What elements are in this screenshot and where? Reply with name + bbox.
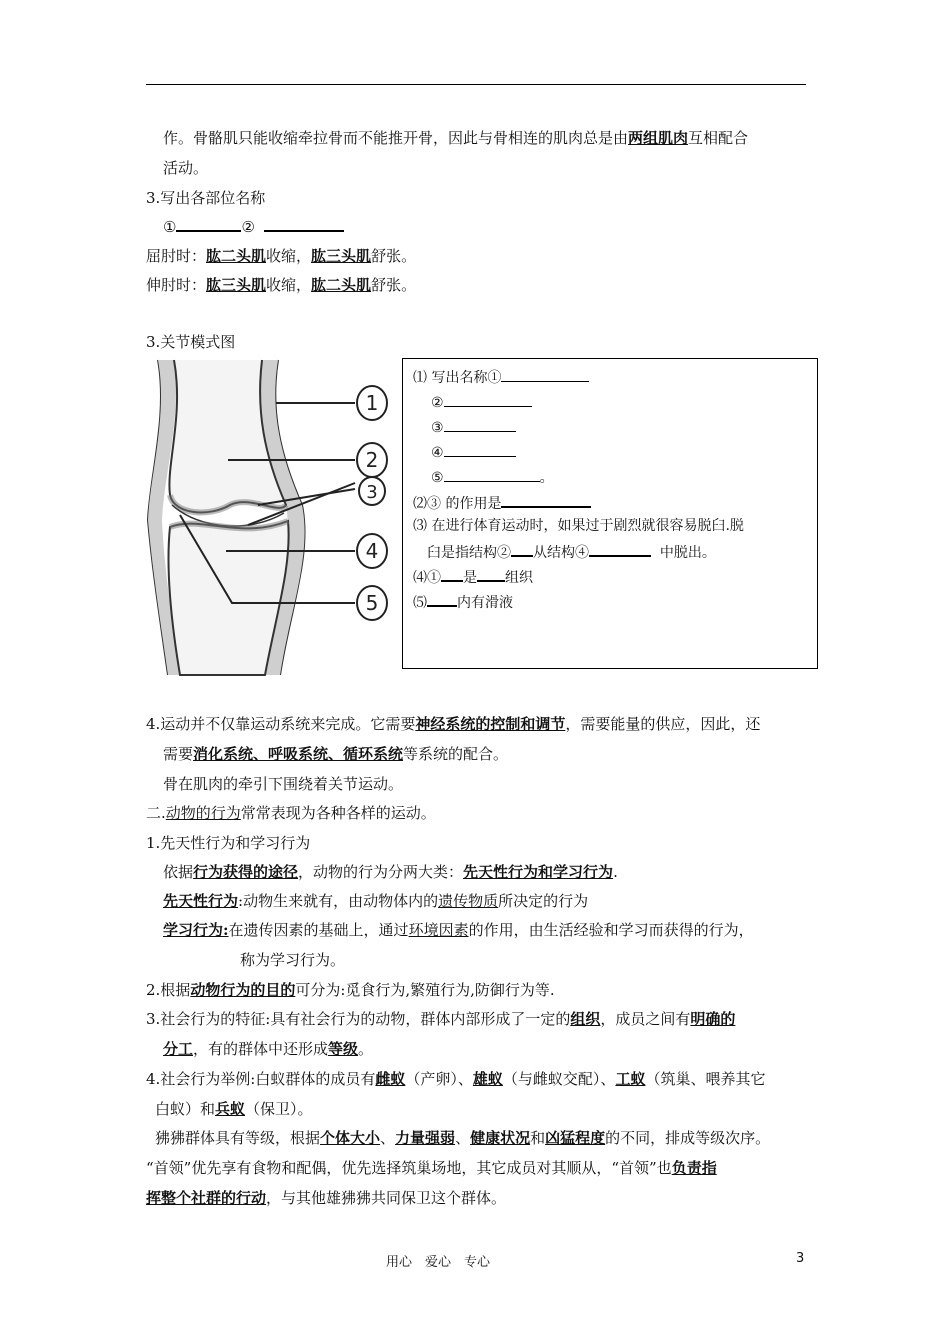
answer: 力量强弱 bbox=[395, 1129, 456, 1147]
fill-in-line bbox=[163, 216, 344, 237]
text: ④ bbox=[431, 445, 444, 461]
answer: 个体大小 bbox=[320, 1129, 381, 1147]
question-1 bbox=[413, 367, 589, 387]
question-2 bbox=[413, 492, 591, 513]
text: 常常表现为各种各样的运动。 bbox=[240, 804, 436, 822]
blank bbox=[501, 367, 589, 382]
answer: 肱二头肌 bbox=[311, 276, 372, 294]
text-line bbox=[146, 1158, 717, 1178]
blank bbox=[444, 392, 532, 407]
text-line bbox=[146, 980, 555, 1000]
text-line bbox=[163, 862, 618, 882]
answer: 分工 bbox=[163, 1040, 194, 1058]
footer-motto: 用心 爱心 专心 bbox=[386, 1255, 491, 1270]
text: ③ bbox=[431, 420, 444, 436]
text: :动物生来就有，由动物体内的 bbox=[238, 892, 439, 910]
label-text: 5 bbox=[365, 591, 379, 615]
text: 白蚁）和 bbox=[155, 1100, 216, 1118]
text: （筑巢、喂养其它 bbox=[645, 1070, 766, 1088]
answer: 凶猛程度 bbox=[545, 1129, 606, 1147]
text: 所决定的行为 bbox=[498, 892, 589, 910]
text-line bbox=[146, 1188, 506, 1208]
text-line bbox=[163, 891, 588, 911]
answer: 挥整个社群的行动 bbox=[146, 1189, 267, 1207]
text: 4.运动并不仅靠运动系统来完成。它需要 bbox=[146, 715, 416, 733]
answer: 健康状况 bbox=[470, 1129, 531, 1147]
answer: 学习行为: bbox=[163, 921, 229, 939]
section-heading: 3.关节模式图 bbox=[146, 333, 236, 351]
underlined-term: 遗传物质 bbox=[438, 892, 499, 910]
question-box bbox=[402, 358, 818, 669]
question-1-item bbox=[431, 392, 532, 412]
label-text: 2 bbox=[365, 448, 379, 472]
answer: 雄蚁 bbox=[472, 1070, 503, 1088]
label-circle-5 bbox=[357, 586, 387, 620]
text: 狒狒群体具有等级，根据 bbox=[155, 1129, 321, 1147]
text-line: 称为学习行为。 bbox=[240, 951, 346, 969]
text-line bbox=[146, 714, 760, 734]
text: ⑤ bbox=[431, 470, 444, 486]
text: 、 bbox=[455, 1129, 471, 1147]
text-line bbox=[163, 128, 748, 148]
text: ⑴ 写出名称① bbox=[413, 370, 502, 386]
answer: 先天性行为和学习行为 bbox=[463, 863, 614, 881]
text: ⑷① bbox=[413, 570, 441, 586]
underlined-term: 动物的行为 bbox=[165, 804, 241, 822]
answer: 动物行为的目的 bbox=[190, 981, 296, 999]
text: 收缩， bbox=[266, 247, 312, 265]
answer: 工蚁 bbox=[615, 1070, 646, 1088]
text: ⑸ bbox=[413, 595, 427, 611]
label: ① bbox=[163, 218, 177, 236]
question-3: ⑶ 在进行体育运动时，如果过于剧烈就很容易脱臼.脱 bbox=[413, 518, 744, 534]
section-heading: 3.写出各部位名称 bbox=[146, 189, 266, 207]
question-1-item bbox=[431, 442, 516, 462]
text: ，需要能量的供应，因此，还 bbox=[565, 715, 761, 733]
text: 的作用，由生活经验和学习而获得的行为， bbox=[468, 921, 754, 939]
text: 在遗传因素的基础上，通过 bbox=[228, 921, 409, 939]
text: 和 bbox=[530, 1129, 546, 1147]
text-line bbox=[146, 1069, 765, 1089]
blank bbox=[444, 442, 516, 457]
answer: 消化系统、呼吸系统、循环系统 bbox=[193, 745, 404, 763]
text: 二. bbox=[146, 804, 166, 822]
answer: 两组肌肉 bbox=[628, 129, 689, 147]
text-line: 活动。 bbox=[163, 159, 209, 177]
text: 、 bbox=[380, 1129, 396, 1147]
text: 舒张。 bbox=[371, 247, 417, 265]
blank bbox=[176, 216, 241, 232]
text: ，成员之间有 bbox=[600, 1010, 691, 1028]
answer: 等级 bbox=[328, 1040, 359, 1058]
answer: 肱三头肌 bbox=[311, 247, 372, 265]
text: 屈肘时： bbox=[146, 247, 207, 265]
answer: 明确的 bbox=[690, 1010, 736, 1028]
blank bbox=[511, 541, 533, 557]
text: 收缩， bbox=[266, 276, 312, 294]
answer: 行为获得的途径 bbox=[193, 863, 299, 881]
answer: 肱三头肌 bbox=[206, 276, 267, 294]
label-text: 4 bbox=[365, 539, 379, 563]
blank bbox=[444, 417, 516, 432]
blank bbox=[444, 467, 540, 482]
text: 的不同，排成等级次序。 bbox=[605, 1129, 771, 1147]
text: . bbox=[613, 863, 618, 881]
text: 从结构④ bbox=[533, 545, 589, 561]
text: 是 bbox=[463, 570, 477, 586]
text: 2.根据 bbox=[146, 981, 191, 999]
text: 中脱出。 bbox=[659, 545, 716, 561]
text-line bbox=[146, 275, 416, 295]
blank bbox=[477, 566, 505, 582]
blank bbox=[501, 492, 591, 508]
answer: 肱二头肌 bbox=[206, 247, 267, 265]
joint-diagram bbox=[140, 355, 400, 685]
text-line bbox=[155, 1099, 313, 1119]
text: 舒张。 bbox=[371, 276, 417, 294]
text: 内有滑液 bbox=[457, 595, 513, 611]
text: 。 bbox=[539, 470, 554, 486]
text: ，与其他雄狒狒共同保卫这个群体。 bbox=[266, 1189, 507, 1207]
label-circle-3 bbox=[359, 477, 385, 505]
question-1-item bbox=[431, 467, 554, 487]
text: ⑵③ 的作用是 bbox=[413, 496, 502, 512]
text: ，动物的行为分两大类： bbox=[298, 863, 464, 881]
header-rule bbox=[146, 84, 806, 85]
text: 伸肘时： bbox=[146, 276, 207, 294]
blank bbox=[441, 566, 463, 582]
text: 组织 bbox=[505, 570, 533, 586]
text: “首领”优先享有食物和配偶，优先选择筑巢场地，其它成员对其顺从，“首领”也 bbox=[146, 1159, 672, 1177]
answer: 负责指 bbox=[671, 1159, 717, 1177]
text: 。 bbox=[358, 1040, 374, 1058]
text-line: 1.先天性行为和学习行为 bbox=[146, 834, 311, 852]
question-3-cont bbox=[427, 541, 716, 562]
text: 作。骨骼肌只能收缩牵拉骨而不能推开骨，因此与骨相连的肌肉总是由 bbox=[163, 129, 629, 147]
question-4 bbox=[413, 566, 533, 587]
text: （产卵）、 bbox=[405, 1070, 473, 1088]
answer: 神经系统的控制和调节 bbox=[415, 715, 566, 733]
text-line: 骨在肌肉的牵引下围绕着关节运动。 bbox=[163, 775, 404, 793]
blank bbox=[264, 216, 344, 232]
section-heading bbox=[146, 803, 436, 823]
blank bbox=[427, 591, 457, 607]
label-circle-1 bbox=[357, 386, 387, 420]
text: 臼是指结构② bbox=[427, 545, 511, 561]
label: ② bbox=[241, 218, 255, 236]
answer: 组织 bbox=[570, 1010, 601, 1028]
text: ② bbox=[431, 395, 444, 411]
answer: 雌蚁 bbox=[375, 1070, 406, 1088]
text: （与雌蚁交配）、 bbox=[502, 1070, 616, 1088]
text-line bbox=[155, 1128, 770, 1148]
blank bbox=[589, 541, 651, 557]
text-line bbox=[163, 744, 508, 764]
page-number: 3 bbox=[796, 1251, 805, 1266]
label-circle-4 bbox=[357, 534, 387, 568]
answer: 兵蚁 bbox=[215, 1100, 246, 1118]
label-text: 1 bbox=[365, 391, 379, 415]
text: 等系统的配合。 bbox=[403, 745, 509, 763]
text-line bbox=[146, 246, 416, 266]
text: 互相配合 bbox=[688, 129, 749, 147]
text: 需要 bbox=[163, 745, 194, 763]
text: （保卫）。 bbox=[245, 1100, 313, 1118]
text-line bbox=[163, 1039, 373, 1059]
text-line bbox=[146, 1009, 735, 1029]
underlined-term: 环境因素 bbox=[408, 921, 469, 939]
question-1-item bbox=[431, 417, 516, 437]
text: 依据 bbox=[163, 863, 194, 881]
text: 可分为:觅食行为,繁殖行为,防御行为等. bbox=[295, 981, 555, 999]
text: ，有的群体中还形成 bbox=[193, 1040, 329, 1058]
text: 4.社会行为举例:白蚁群体的成员有 bbox=[146, 1070, 376, 1088]
answer: 先天性行为 bbox=[163, 892, 239, 910]
label-text: 3 bbox=[366, 482, 378, 503]
text-line bbox=[163, 920, 754, 940]
question-5 bbox=[413, 591, 513, 612]
label-circle-2 bbox=[357, 443, 387, 477]
text: 3.社会行为的特征:具有社会行为的动物，群体内部形成了一定的 bbox=[146, 1010, 571, 1028]
